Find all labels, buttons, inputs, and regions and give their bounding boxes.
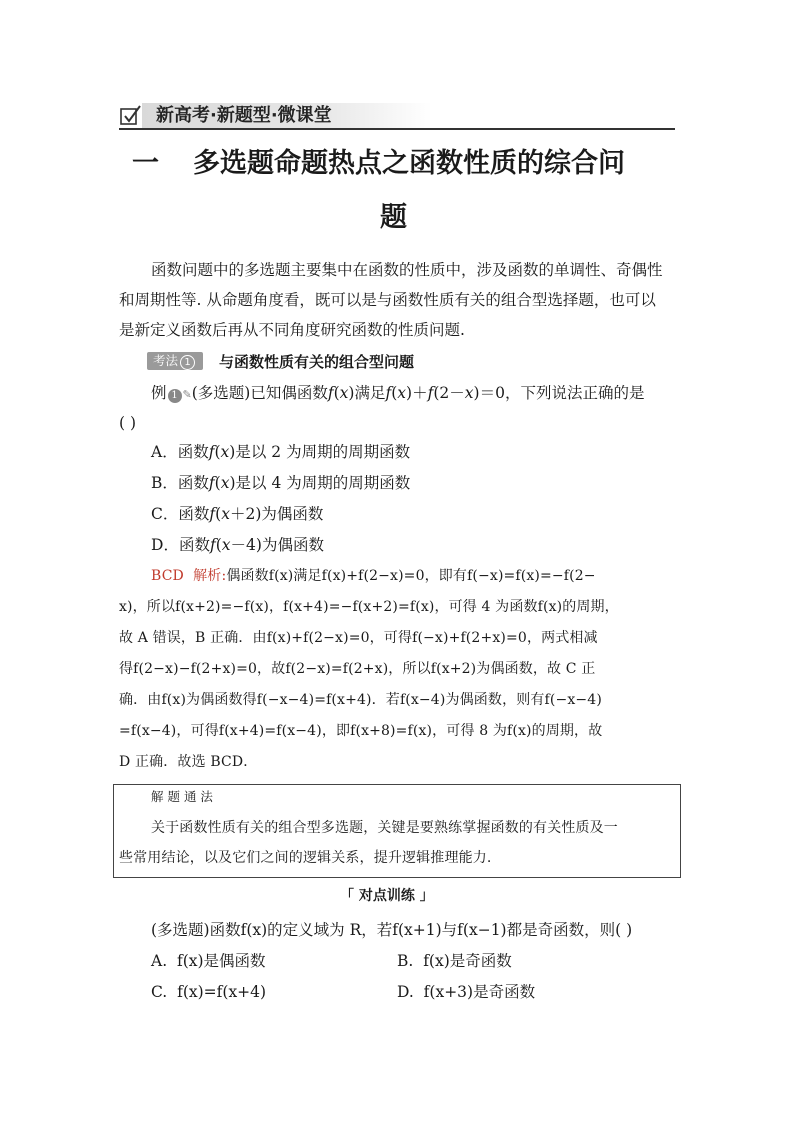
option-b: B．函数f(x)是以 4 为周期的周期函数 bbox=[151, 474, 411, 492]
training-option-c bbox=[151, 982, 266, 1002]
solution-text: 偶函数f(x)满足f(x)+f(2−x)=0，即有f(−x)=f(x)=−f(2− bbox=[226, 568, 596, 584]
option-letter: A. bbox=[151, 952, 168, 970]
title-number: 一 bbox=[132, 148, 159, 179]
training-option-b bbox=[397, 951, 512, 971]
intro-line: 和周期性等. 从命题角度看，既可以是与函数性质有关的组合型选择题，也可以 bbox=[119, 291, 656, 309]
section-tag-number: 1 bbox=[180, 355, 195, 370]
example-answer-paren: ( ) bbox=[119, 414, 137, 432]
solution-line: =f(x−4)，可得f(x+4)=f(x−4)，即f(x+8)=f(x)，可得 8 为f(x)的周期，故 bbox=[119, 723, 603, 739]
option-text: 函数 bbox=[178, 536, 210, 554]
example-label: 例 bbox=[151, 384, 167, 402]
intro-line: 函数问题中的多选题主要集中在函数的性质中，涉及函数的单调性、奇偶性 bbox=[151, 261, 663, 279]
option-letter: B. bbox=[397, 952, 414, 970]
intro-line: 是新定义函数后再从不同角度研究函数的性质问题. bbox=[119, 321, 465, 339]
method-line: 关于函数性质有关的组合型多选题，关键是要熟练掌握函数的有关性质及一 bbox=[151, 820, 618, 836]
option-letter: A bbox=[151, 443, 163, 461]
option-letter: B bbox=[151, 474, 163, 492]
example-stem-text: ，下列说法正确的是 bbox=[504, 384, 645, 402]
option-letter: D. bbox=[397, 983, 414, 1001]
option-text: 函数 bbox=[177, 443, 209, 461]
option-d: D．函数f(x－4)为偶函数 bbox=[151, 536, 324, 554]
header-rule bbox=[119, 128, 675, 130]
solution-line: x)，所以f(x+2)=−f(x)，f(x+4)=−f(x+2)=f(x)，可得 4 为函数f(x)的周期， bbox=[119, 599, 619, 615]
option-text: 是以 4 为周期的周期函数 bbox=[235, 474, 411, 492]
solution-label: 解析: bbox=[193, 568, 227, 584]
option-text: 函数 bbox=[177, 474, 209, 492]
page-title-cont: 题 bbox=[380, 202, 407, 233]
solution-line: 得f(2−x)−f(2+x)=0，故f(2−x)=f(2+x)，所以f(x+2)为偶函数，故 C 正 bbox=[119, 661, 596, 677]
example-number: 1 bbox=[168, 389, 182, 403]
example-stem-text: 满足 bbox=[354, 384, 386, 402]
solution-line: 故 A 错误，B 正确．由f(x)+f(2−x)=0，可得f(−x)+f(2+x)=0，两式相减 bbox=[119, 630, 598, 646]
method-line: 些常用结论，以及它们之间的逻辑关系，提升逻辑推理能力. bbox=[119, 850, 492, 866]
option-letter: D bbox=[151, 536, 164, 554]
section-tag bbox=[147, 352, 203, 370]
series-title: 新高考·新题型·微课堂 bbox=[156, 105, 332, 126]
training-stem: (多选题)函数f(x)的定义域为 R，若f(x+1)与f(x−1)都是奇函数，则( ) bbox=[151, 921, 633, 939]
page-title: 多选题命题热点之函数性质的综合问 bbox=[193, 148, 625, 179]
example-stem-text: (多选题)已知偶函数 bbox=[191, 384, 328, 402]
option-c: C．函数f(x＋2)为偶函数 bbox=[151, 505, 324, 523]
example-stem: 例 1 ✎(多选题)已知偶函数f(x)满足f(x)＋f(2－x)＝0，下列说法正确的是 bbox=[151, 384, 645, 402]
solution-answer: BCD bbox=[151, 568, 184, 584]
option-text: 为偶函数 bbox=[261, 505, 324, 523]
option-letter: C. bbox=[151, 983, 168, 1001]
option-text: f(x+3)是奇函数 bbox=[423, 983, 536, 1001]
method-title: 解 题 通 法 bbox=[151, 789, 213, 804]
checkbox-icon bbox=[119, 104, 145, 128]
option-a: A．函数f(x)是以 2 为周期的周期函数 bbox=[151, 443, 411, 461]
option-text: 是以 2 为周期的周期函数 bbox=[235, 443, 411, 461]
training-option-a bbox=[151, 951, 266, 971]
solution-line-first bbox=[151, 566, 596, 586]
option-text: 函数 bbox=[178, 505, 210, 523]
option-text: f(x)是偶函数 bbox=[176, 952, 266, 970]
option-text: f(x)=f(x+4) bbox=[177, 983, 267, 1001]
option-text: f(x)是奇函数 bbox=[423, 952, 512, 970]
pencil-icon: ✎ bbox=[182, 388, 192, 401]
option-letter: C bbox=[151, 505, 163, 523]
section-heading: 与函数性质有关的组合型问题 bbox=[219, 353, 415, 371]
training-heading: 「 对点训练 」 bbox=[340, 888, 434, 904]
section-tag-label: 考法 bbox=[153, 353, 179, 368]
solution-line: D 正确．故选 BCD． bbox=[119, 754, 258, 770]
option-text: 为偶函数 bbox=[261, 536, 324, 554]
training-option-d bbox=[397, 982, 535, 1002]
solution-line: 确．由f(x)为偶函数得f(−x−4)=f(x+4)．若f(x−4)为偶函数，则有f(−x−4) bbox=[119, 692, 602, 708]
